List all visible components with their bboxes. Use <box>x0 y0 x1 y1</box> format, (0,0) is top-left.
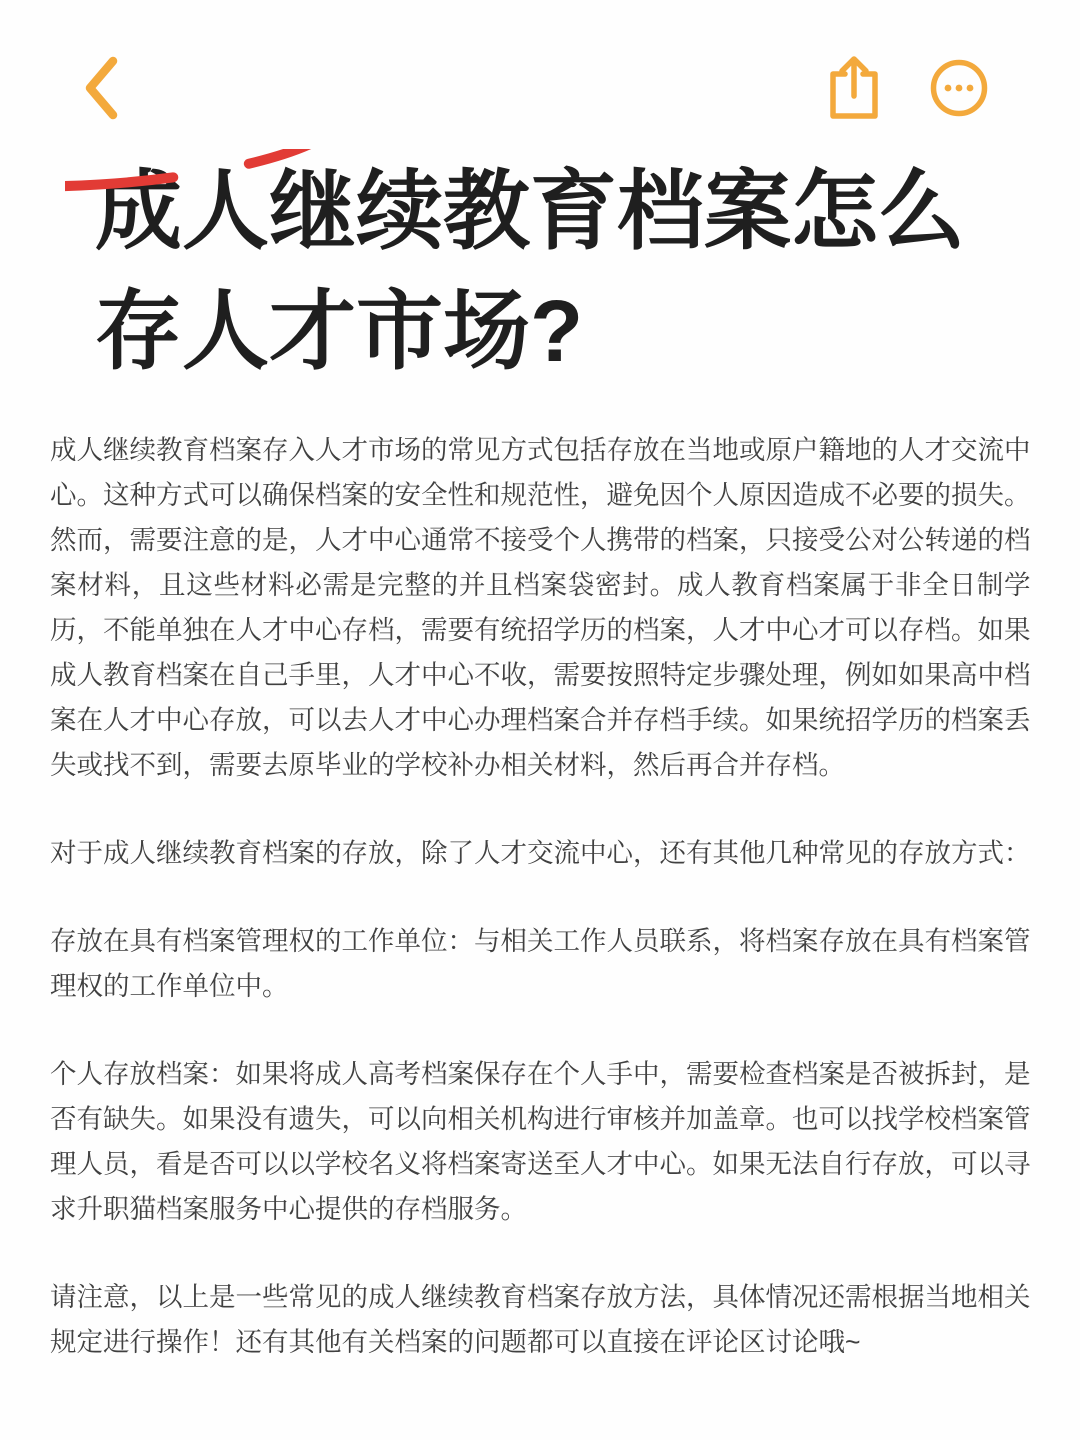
paragraph-intro: 成人继续教育档案存入人才市场的常见方式包括存放在当地或原户籍地的人才交流中心。这种方式可以确保档案的安全性和规范性，避免因个人原因造成不必要的损失。然而，需要注意的是，人才中心通常不接受个人携带的档案，只接受公对公转递的档案材料，且这些材料必需是完整的并且档案袋密封。成人教育档案属于非全日制学历，不能单独在人才中心存档，需要有统招学历的档案，人才中心才可以存档。如果成人教育档案在自己手里，人才中心不收，需要按照特定步骤处理，例如如果高中档案在人才中心存放，可以去人才中心办理档案合并存档手续。如果统招学历的档案丢失或找不到，需要去原毕业的学校补办相关材料，然后再合并存档。 <box>50 435 1031 780</box>
article-body <box>50 428 1031 1365</box>
title-line-1: 成人继续教育档案怎么 <box>95 163 965 260</box>
back-button[interactable] <box>83 56 119 123</box>
paragraph-closing-note: 请注意，以上是一些常见的成人继续教育档案存放方法，具体情况还需根据当地相关规定进行操作！还有其他有关档案的问题都可以直接在评论区讨论哦~ <box>50 1282 1031 1357</box>
paragraph-other-methods-lead: 对于成人继续教育档案的存放，除了人才交流中心，还有其他几种常见的存放方式： <box>50 838 1031 868</box>
share-icon <box>828 55 880 124</box>
paragraph-work-unit: 存放在具有档案管理权的工作单位：与相关工作人员联系，将档案存放在具有档案管理权的工作单位中。 <box>50 926 1031 1001</box>
share-button[interactable] <box>828 55 880 124</box>
paragraph-personal-storage: 个人存放档案：如果将成人高考档案保存在个人手中，需要检查档案是否被拆封，是否有缺失。如果没有遗失，可以向相关机构进行审核并加盖章。也可以找学校档案管理人员，看是否可以以学校名义将档案寄送至人才中心。如果无法自行存放，可以寻求升职猫档案服务中心提供的存档服务。 <box>50 1059 1031 1224</box>
header-actions <box>828 55 988 124</box>
more-circle-icon <box>930 57 988 122</box>
header-bar <box>0 0 1080 122</box>
chevron-left-icon <box>83 56 119 123</box>
page-title <box>95 152 1030 392</box>
more-button[interactable] <box>930 57 988 122</box>
title-line-2: 存人才市场? <box>95 283 584 380</box>
